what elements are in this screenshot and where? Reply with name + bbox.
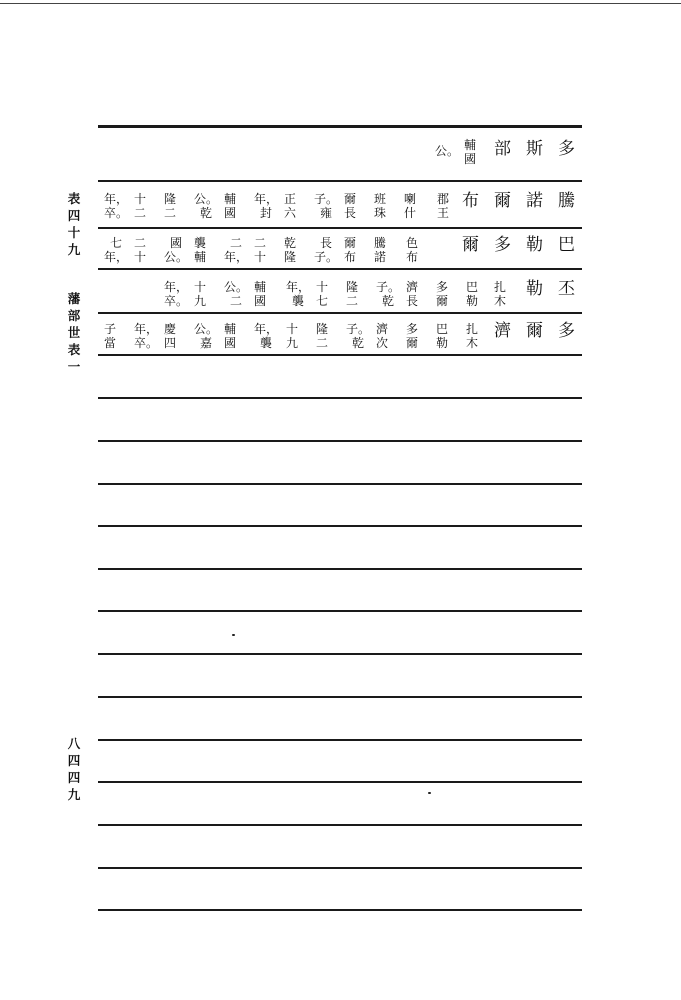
cell-text: 七 [316,294,329,308]
cell-text: 長 [344,206,357,220]
top-border [0,3,681,4]
table-row-rule [98,397,582,399]
table-cell [494,280,506,308]
table-row-rule [98,227,582,229]
cell-text: 郡 [437,192,450,206]
cell-text: 勒 [526,235,543,255]
margin-char: 九 [67,787,81,802]
table-cell [374,236,386,264]
cell-text: 年， [224,250,249,264]
cell-text: 乾 [382,294,395,308]
cell-text: 丕 [558,279,575,299]
table-cell [437,192,449,220]
cell-text: 年， [164,280,189,294]
cell-text: 當 [104,336,117,350]
cell-text: 公。 [194,192,219,206]
table-cell [316,280,328,308]
table-row-rule [98,739,582,741]
table-cell [526,190,543,212]
margin-char: 部 [67,308,81,323]
table-cell [346,322,370,350]
cell-text: 勒 [526,279,543,299]
table-row-rule [98,867,582,869]
cell-text: 騰 [374,236,387,250]
table-row-rule [98,354,582,356]
margin-char: 藩 [67,291,81,306]
cell-text: 斯 [526,139,543,159]
cell-text: 二 [316,336,329,350]
table-cell [194,236,206,264]
table-cell [164,192,176,220]
table-cell [224,192,236,220]
table-row-rule [98,180,582,182]
cell-text: 隆 [284,250,297,264]
cell-text: 爾 [406,336,419,350]
cell-text: 公。 [224,280,249,294]
cell-text: 濟 [494,321,511,341]
cell-text: 長 [406,294,419,308]
cell-text: 公。 [435,144,460,158]
table-cell [284,236,296,264]
cell-text: 公。 [194,322,219,336]
table-cell [462,234,479,256]
table-cell [466,322,478,350]
cell-text: 隆 [346,280,359,294]
cell-text: 輔 [194,250,207,264]
cell-text: 卒。 [164,294,189,308]
table-cell [194,280,206,308]
table-cell [314,236,338,264]
table-cell [254,322,278,350]
cell-text: 巴 [466,280,479,294]
margin-char: 表 [67,342,81,357]
cell-text: 二 [134,236,147,250]
cell-text: 部 [494,139,511,159]
table-row-rule [98,525,582,527]
cell-text: 十 [194,280,207,294]
table-cell [526,278,543,300]
margin-section-title [62,290,86,375]
margin-char: 四 [67,770,81,785]
cell-text: 勒 [436,336,449,350]
table-cell [494,320,511,342]
cell-text: 隆 [316,322,329,336]
table-cell [558,138,575,160]
table-cell [462,190,479,212]
cell-text: 卒。 [104,206,129,220]
cell-text: 七 [110,236,123,250]
cell-text: 慶 [164,322,177,336]
cell-text: 國 [170,236,183,250]
cell-text: 諾 [526,191,543,211]
cell-text: 多 [558,321,575,341]
table-bottom-rule [98,909,582,911]
cell-text: 二 [134,206,147,220]
cell-text: 國 [224,206,237,220]
cell-text: 喇 [404,192,417,206]
table-cell [436,322,448,350]
cell-text: 班 [374,192,387,206]
cell-text: 十 [134,192,147,206]
cell-text: 輔 [224,192,237,206]
cell-text: 多 [436,280,449,294]
cell-text: 多 [494,235,511,255]
margin-char: 八 [67,736,81,751]
cell-text: 爾 [344,236,357,250]
table-row-rule [98,268,582,270]
table-cell [104,236,128,264]
cell-text: 二 [254,236,267,250]
cell-text: 子。 [314,250,339,264]
table-cell [284,192,296,220]
table-cell [406,322,418,350]
cell-text: 襲 [260,336,273,350]
cell-text: 什 [404,206,417,220]
cell-text: 輔 [254,280,267,294]
table-cell [286,280,310,308]
table-row-rule [98,610,582,612]
cell-text: 諾 [374,250,387,264]
table-cell [494,138,511,160]
table-cell [435,144,459,158]
table-cell [494,190,511,212]
table-row-rule [98,781,582,783]
cell-text: 正 [284,192,297,206]
cell-text: 十 [134,250,147,264]
cell-text: 嘉 [200,336,213,350]
cell-text: 輔 [464,138,477,152]
cell-text: 次 [376,336,389,350]
cell-text: 九 [194,294,207,308]
margin-char: 十 [67,225,81,240]
cell-text: 六 [284,206,297,220]
table-cell [406,280,418,308]
cell-text: 四 [164,336,177,350]
cell-text: 襲 [292,294,305,308]
cell-text: 襲 [194,236,207,250]
table-cell [344,192,356,220]
cell-text: 巴 [436,322,449,336]
cell-text: 木 [494,294,507,308]
cell-text: 九 [286,336,299,350]
margin-char: 四 [67,753,81,768]
cell-text: 十 [286,322,299,336]
cell-text: 布 [344,250,357,264]
table-row-rule [98,483,582,485]
cell-text: 年， [104,250,129,264]
table-cell [194,322,218,350]
table-cell [164,322,176,350]
cell-text: 年， [286,280,311,294]
cell-text: 隆 [164,192,177,206]
table-row-rule [98,312,582,314]
cell-text: 濟 [406,280,419,294]
table-cell [286,322,298,350]
cell-text: 年， [134,322,159,336]
table-cell [558,278,575,300]
table-cell [134,236,146,264]
table-cell [558,190,575,212]
cell-text: 卒。 [134,336,159,350]
table-cell [224,322,236,350]
cell-text: 多 [406,322,419,336]
cell-text: 子 [104,322,117,336]
cell-text: 色 [406,236,419,250]
table-cell [164,236,188,264]
cell-text: 二 [164,206,177,220]
table-top-rule [98,125,582,128]
cell-text: 雍 [320,206,333,220]
table-cell [344,236,356,264]
cell-text: 騰 [558,191,575,211]
cell-text: 濟 [376,322,389,336]
table-row-rule [98,696,582,698]
table-cell [494,234,511,256]
table-cell [558,234,575,256]
table-cell [436,280,448,308]
cell-text: 國 [224,336,237,350]
table-cell [526,234,543,256]
cell-text: 爾 [494,191,511,211]
cell-text: 年， [104,192,129,206]
cell-text: 輔 [224,322,237,336]
table-cell [254,192,278,220]
cell-text: 二 [230,294,243,308]
ink-speck [428,792,431,794]
cell-text: 爾 [526,321,543,341]
table-cell [316,322,328,350]
table-cell [376,280,400,308]
margin-char: 一 [67,359,81,374]
table-cell [464,138,476,166]
cell-text: 乾 [200,206,213,220]
table-cell [526,320,543,342]
table-cell [224,280,248,308]
table-cell [526,138,543,160]
margin-table-number [62,190,86,258]
table-cell [374,192,386,220]
table-row-rule [98,568,582,570]
table-row-rule [98,653,582,655]
margin-char: 四 [67,208,81,223]
cell-text: 布 [406,250,419,264]
cell-text: 爾 [462,235,479,255]
table-cell [254,280,266,308]
cell-text: 巴 [558,235,575,255]
table-row-rule [98,824,582,826]
cell-text: 扎 [466,322,479,336]
table-cell [314,192,338,220]
table-cell [224,236,248,264]
cell-text: 扎 [494,280,507,294]
table-cell [406,236,418,264]
cell-text: 國 [464,152,477,166]
table-row-rule [98,440,582,442]
table-cell [134,192,146,220]
cell-text: 爾 [344,192,357,206]
cell-text: 二 [230,236,243,250]
table-cell [376,322,388,350]
table-cell [254,236,266,264]
table-cell [194,192,218,220]
table-cell [466,280,478,308]
table-cell [346,280,358,308]
cell-text: 多 [558,139,575,159]
cell-text: 王 [437,206,450,220]
cell-text: 子。 [314,192,339,206]
cell-text: 勒 [466,294,479,308]
cell-text: 封 [260,206,273,220]
margin-char: 表 [67,191,81,206]
table-cell [404,192,416,220]
cell-text: 乾 [284,236,297,250]
cell-text: 二 [346,294,359,308]
cell-text: 乾 [352,336,365,350]
cell-text: 年， [254,192,279,206]
table-cell [558,320,575,342]
cell-text: 木 [466,336,479,350]
cell-text: 爾 [436,294,449,308]
ink-speck [232,634,235,636]
cell-text: 子。 [346,322,371,336]
cell-text: 珠 [374,206,387,220]
cell-text: 布 [462,191,479,211]
cell-text: 子。 [376,280,401,294]
table-cell [134,322,158,350]
cell-text: 年， [254,322,279,336]
table-cell [104,322,116,350]
margin-char: 世 [67,325,81,340]
cell-text: 十 [254,250,267,264]
table-cell [104,192,128,220]
margin-page-number [62,735,86,803]
cell-text: 國 [254,294,267,308]
margin-char: 九 [67,242,81,257]
table-cell [164,280,188,308]
cell-text: 長 [320,236,333,250]
cell-text: 十 [316,280,329,294]
cell-text: 公。 [164,250,189,264]
